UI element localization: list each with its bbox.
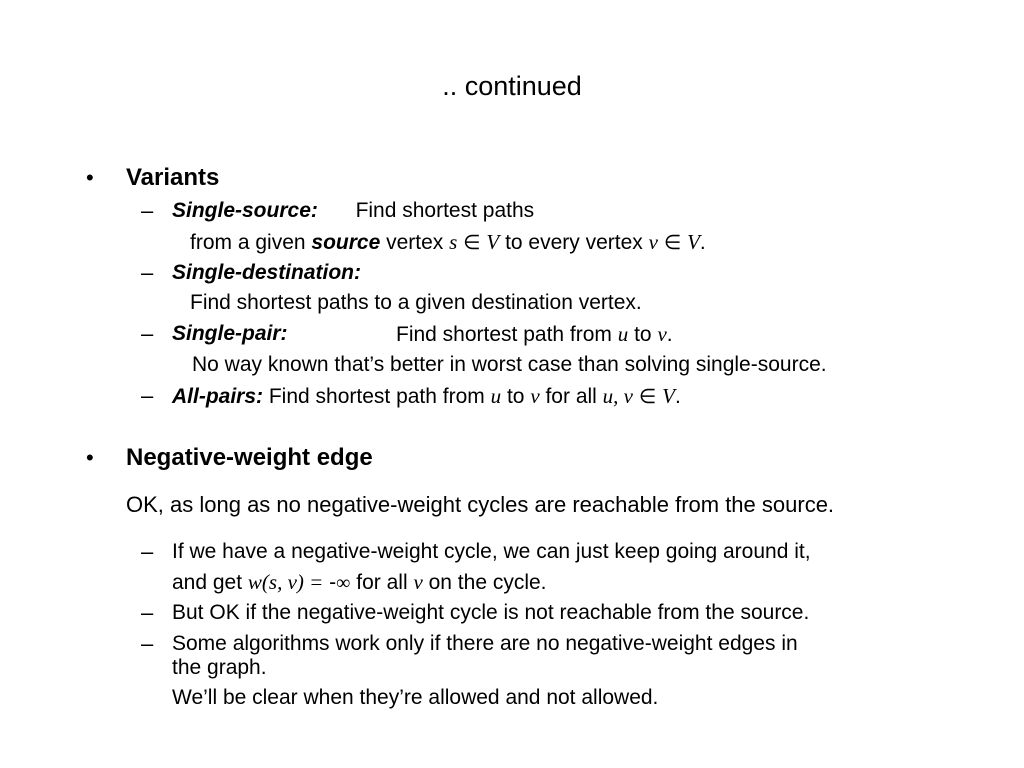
element-of-symbol: ∈ — [663, 232, 682, 254]
var-v: v — [530, 384, 540, 408]
text-for-all: for all — [539, 385, 603, 408]
var-s: s — [449, 230, 458, 254]
label-all-pairs: All-pairs: — [172, 385, 264, 408]
var-u: u — [490, 384, 502, 408]
element-of-symbol: ∈ — [638, 386, 657, 408]
text-to: to — [501, 385, 531, 408]
line-negative-item1-line2 — [172, 569, 547, 596]
note-single-pair: No way known that’s better in worst case than solving single-source. — [192, 353, 827, 376]
line-all-pairs — [172, 383, 681, 410]
slide-title: .. continued — [442, 71, 582, 101]
infinity-symbol: ∞ — [336, 572, 351, 594]
dash-single-source: – — [141, 198, 154, 223]
vars-uv: u, v — [602, 384, 633, 408]
dash-negative-1: – — [141, 539, 154, 564]
dash-negative-3: – — [141, 631, 154, 656]
dash-single-destination: – — [141, 260, 154, 285]
period: . — [666, 323, 673, 346]
period: . — [699, 231, 706, 254]
var-v: v — [648, 230, 658, 254]
period: . — [674, 385, 681, 408]
label-single-destination: Single-destination: — [172, 261, 361, 284]
set-V: V — [486, 230, 500, 254]
text-all-pairs: Find shortest path from — [263, 385, 491, 408]
heading-variants: Variants — [126, 164, 220, 191]
text-negative-item3-line2: the graph. — [172, 656, 267, 679]
text-vertex: vertex — [380, 231, 450, 254]
element-of-symbol: ∈ — [463, 232, 481, 254]
bullet-negative: • — [86, 445, 94, 470]
set-V: V — [687, 230, 700, 254]
text-negative-intro: OK, as long as no negative-weight cycles are reachable from the source. — [126, 492, 835, 517]
text-for-all: for all — [350, 571, 414, 594]
line-single-source — [172, 198, 534, 224]
text-on-the-cycle: on the cycle. — [422, 571, 547, 594]
text-negative-item3-line1: Some algorithms work only if there are no negative-weight edges in — [172, 632, 798, 655]
heading-negative-weight-edge: Negative-weight edge — [126, 444, 373, 471]
text-to: to — [628, 323, 658, 346]
bullet-variants: • — [86, 165, 94, 190]
text-single-pair: Find shortest path from — [396, 323, 618, 346]
line-single-pair — [396, 321, 673, 348]
var-u: u — [617, 322, 629, 346]
text-from-given: from a given — [190, 231, 312, 254]
set-V: V — [662, 384, 675, 408]
formula-w-s-v: w(s, v) = — [247, 570, 324, 594]
text-single-source: Find shortest paths — [355, 199, 535, 222]
text-single-destination: Find shortest paths to a given destination vertex. — [190, 291, 642, 314]
text-negative-item1-line1: If we have a negative-weight cycle, we can just keep going around it, — [172, 540, 811, 563]
text-negative-item2: But OK if the negative-weight cycle is not reachable from the source. — [172, 601, 810, 624]
var-v: v — [413, 570, 423, 594]
label-single-pair: Single-pair: — [172, 322, 288, 345]
dash-negative-2: – — [141, 600, 154, 625]
var-v: v — [657, 322, 667, 346]
label-single-source: Single-source: — [172, 199, 318, 222]
word-source: source — [311, 231, 381, 254]
line-single-source-detail — [190, 229, 706, 256]
text-negative-item3-line3: We’ll be clear when they’re allowed and not allowed. — [172, 686, 659, 709]
text-to-every-vertex: to every vertex — [499, 231, 649, 254]
dash-single-pair: – — [141, 321, 154, 346]
dash-all-pairs: – — [141, 383, 154, 408]
minus-sign: - — [323, 571, 337, 594]
text-and-get: and get — [172, 571, 248, 594]
